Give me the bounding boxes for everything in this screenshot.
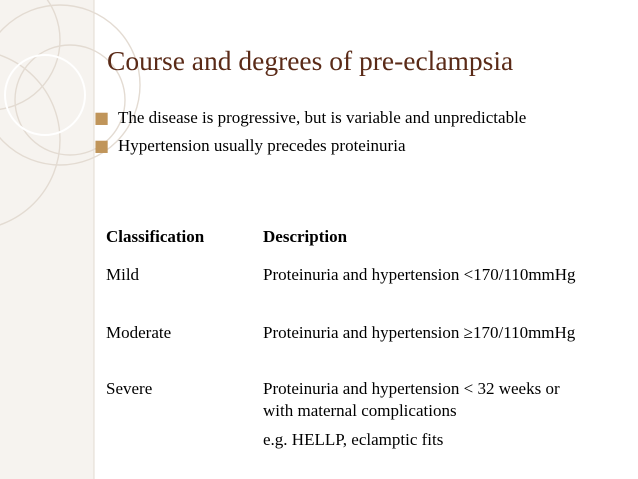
classification-cell: Mild: [106, 265, 140, 284]
slide-title: Course and degrees of pre-eclampsia: [107, 45, 514, 76]
description-extra: e.g. HELLP, eclamptic fits: [263, 430, 444, 449]
bullet-icon: ■: [94, 108, 110, 127]
bullet-text: Hypertension usually precedes proteinuria: [118, 136, 406, 155]
description-cell: Proteinuria and hypertension ≥170/110mmHg: [263, 323, 576, 342]
classification-cell: Severe: [106, 379, 153, 398]
bullet-list: [94, 107, 574, 163]
description-text: Proteinuria and hypertension < 32 weeks or with maternal complications: [263, 379, 560, 420]
bullet-item: [94, 135, 574, 157]
bullet-item: [94, 107, 574, 129]
bullet-text: The disease is progressive, but is variable and unpredictable: [118, 108, 527, 127]
header-classification: Classification: [106, 227, 205, 246]
header-description: Description: [263, 227, 348, 246]
bullet-icon: ■: [94, 136, 110, 155]
classification-cell: Moderate: [106, 323, 172, 342]
description-cell: [263, 378, 593, 451]
description-cell: Proteinuria and hypertension <170/110mmHg: [263, 265, 576, 284]
